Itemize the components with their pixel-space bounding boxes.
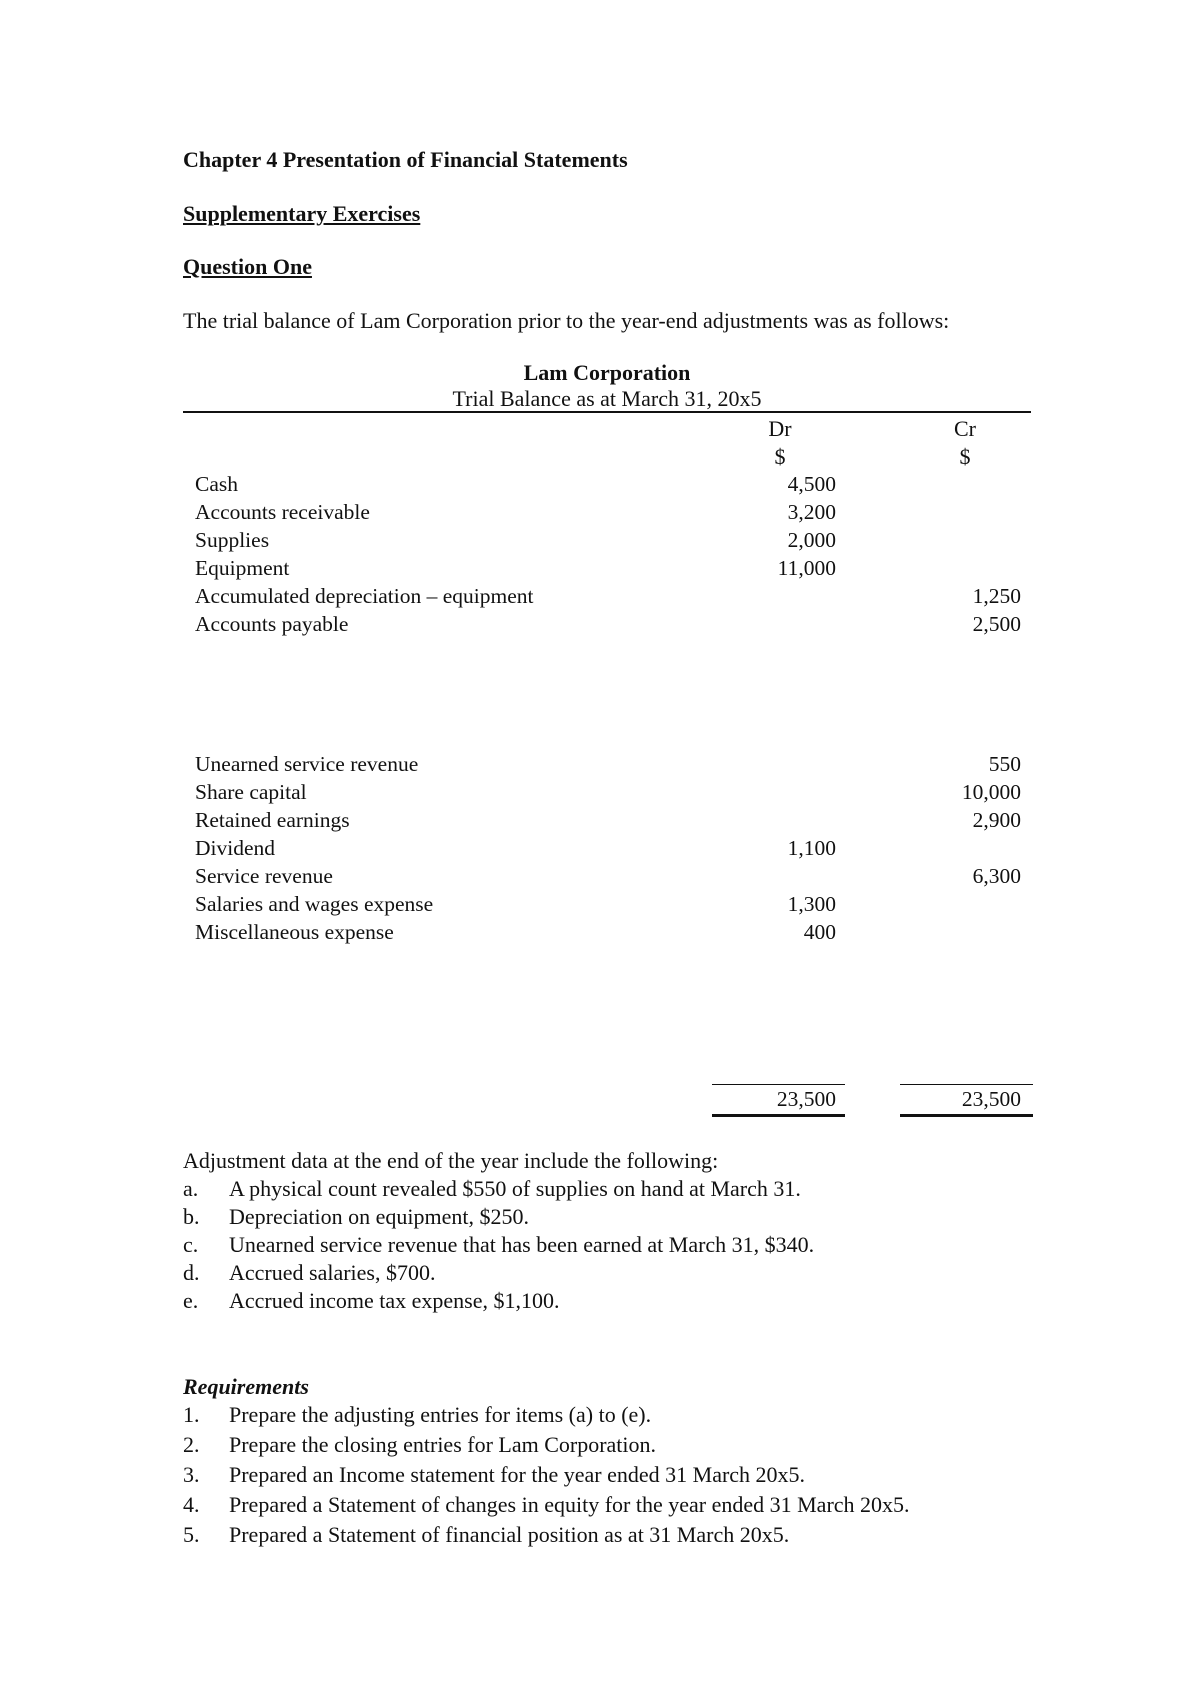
row-label: Unearned service revenue: [195, 752, 419, 776]
row-label: Cash: [195, 472, 238, 496]
company-name: Lam Corporation: [523, 360, 691, 385]
list-item: Prepared a Statement of financial position as at 31 March 20x5.: [229, 1522, 790, 1547]
row-label: Service revenue: [195, 864, 333, 888]
cr-total-top-rule: [900, 1084, 1033, 1085]
cr-unit: $: [959, 444, 971, 469]
list-item: Prepared a Statement of changes in equity for the year ended 31 March 20x5.: [229, 1492, 910, 1517]
row-label: Retained earnings: [195, 808, 350, 832]
list-item: Prepared an Income statement for the year ended 31 March 20x5.: [229, 1462, 806, 1487]
list-marker: 3.: [183, 1462, 200, 1487]
row-cr-amount: 2,900: [972, 808, 1021, 832]
cr-total: 23,500: [961, 1087, 1021, 1111]
row-dr-amount: 4,500: [787, 472, 836, 496]
row-label: Accounts payable: [195, 612, 349, 636]
row-cr-amount: 6,300: [972, 864, 1021, 888]
row-cr-amount: 1,250: [972, 584, 1021, 608]
list-marker: 1.: [183, 1402, 200, 1427]
list-item: Depreciation on equipment, $250.: [229, 1204, 529, 1229]
row-label: Accounts receivable: [195, 500, 370, 524]
list-item: Accrued income tax expense, $1,100.: [229, 1288, 560, 1313]
row-label: Supplies: [195, 528, 270, 552]
row-dr-amount: 2,000: [787, 528, 836, 552]
list-marker: 4.: [183, 1492, 200, 1517]
cr-total-bottom-rule: [900, 1114, 1033, 1117]
dr-unit: $: [774, 444, 786, 469]
question-heading: Question One: [183, 254, 312, 279]
row-label: Salaries and wages expense: [195, 892, 434, 916]
list-item: Prepare the adjusting entries for items (a) to (e).: [229, 1402, 652, 1427]
row-label: Equipment: [195, 556, 290, 580]
chapter-title: Chapter 4 Presentation of Financial Statements: [183, 147, 628, 172]
list-marker: b.: [183, 1204, 200, 1229]
row-label: Share capital: [195, 780, 307, 804]
list-item: A physical count revealed $550 of supplies on hand at March 31.: [229, 1176, 801, 1201]
list-item: Unearned service revenue that has been earned at March 31, $340.: [229, 1232, 815, 1257]
list-marker: 2.: [183, 1432, 200, 1457]
intro-text: The trial balance of Lam Corporation prior to the year-end adjustments was as follows:: [183, 308, 950, 333]
row-cr-amount: 10,000: [961, 780, 1021, 804]
list-marker: a.: [183, 1176, 199, 1201]
list-marker: 5.: [183, 1522, 200, 1547]
trial-balance-subtitle: Trial Balance as at March 31, 20x5: [452, 386, 762, 411]
row-dr-amount: 1,100: [787, 836, 836, 860]
list-marker: c.: [183, 1232, 199, 1257]
row-label: Miscellaneous expense: [195, 920, 394, 944]
list-marker: e.: [183, 1288, 199, 1313]
dr-total: 23,500: [776, 1087, 836, 1111]
row-label: Accumulated depreciation – equipment: [195, 584, 534, 608]
list-marker: d.: [183, 1260, 200, 1285]
row-cr-amount: 2,500: [972, 612, 1021, 636]
row-dr-amount: 3,200: [787, 500, 836, 524]
row-dr-amount: 11,000: [777, 556, 836, 580]
section-heading: Supplementary Exercises: [183, 201, 421, 226]
dr-header: Dr: [768, 416, 792, 441]
header-rule: [183, 411, 1031, 413]
row-cr-amount: 550: [988, 752, 1021, 776]
list-item: Prepare the closing entries for Lam Corporation.: [229, 1432, 657, 1457]
row-dr-amount: 1,300: [787, 892, 836, 916]
list-item: Accrued salaries, $700.: [229, 1260, 436, 1285]
dr-total-bottom-rule: [712, 1114, 845, 1117]
row-label: Dividend: [195, 836, 276, 860]
row-dr-amount: 400: [803, 920, 836, 944]
cr-header: Cr: [954, 416, 976, 441]
dr-total-top-rule: [712, 1084, 845, 1085]
requirements-heading: Requirements: [183, 1374, 309, 1399]
adjustment-intro: Adjustment data at the end of the year include the following:: [183, 1148, 719, 1173]
